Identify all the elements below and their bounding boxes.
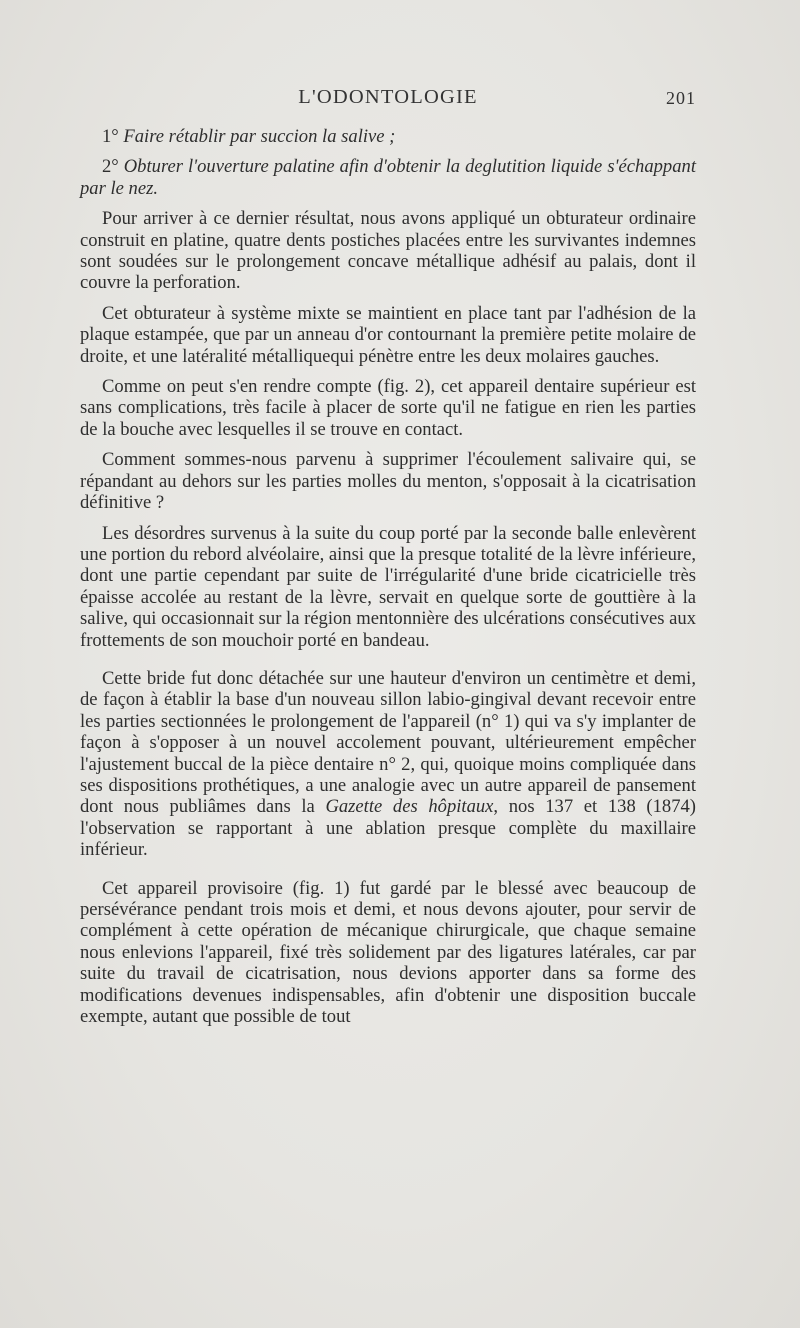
list-item-1-text: Faire rétablir par succion la salive ;: [123, 126, 396, 147]
journal-title: Gazette des hôpitaux: [325, 796, 494, 818]
page-number: 201: [666, 88, 696, 108]
paragraph-5: Les désordres survenus à la suite du coup porté par la seconde balle enlevèrent une portion du rebord alvéolaire, ainsi que la presque totalité de la lèvre inférieure, dont une partie cependant par suite de l'irrégularité d'une bride cicatricielle très épaisse accolée au restant de la lèvre, servait en quelque sorte de gouttière à la salive, qui occasionnait sur la région mentonnière des ulcérations consécutives aux frottements de son mouchoir porté en bandeau.: [80, 522, 696, 651]
list-item-2-text: Obturer l'ouverture palatine afin d'obtenir la deglutition liquide s'échappant par le nez.: [80, 156, 696, 199]
paragraph-6-text-a: Cette bride fut donc détachée sur une hauteur d'environ un centimètre et demi, de façon à établir la base d'un nouveau sillon labio-gingival devant recevoir entre les parties sectionnées le prolongement de l'appareil (n° 1) qui va s'y implanter de façon à s'opposer à un nouvel accolement pouvant, ultérieurement empêcher l'ajustement buccal de la pièce dentaire n° 2, qui, quoique moins compliquée dans ses dispositions prothétiques, a une analogie avec un autre appareil de pansement dont nous publiâmes dans la: [80, 667, 696, 818]
running-title: L'ODONTOLOGIE: [298, 86, 478, 108]
paragraph-3: Comme on peut s'en rendre compte (fig. 2), cet appareil dentaire supérieur est sans complications, très facile à placer de sorte qu'il ne fatigue en rien les parties de la bouche avec lesquelles il se trouve en contact.: [80, 376, 696, 440]
paragraph-2: Cet obturateur à système mixte se maintient en place tant par l'adhésion de la plaque estampée, que par un anneau d'or contournant la première petite molaire de droite, et une latéralité métalliquequi pénètre entre les deux molaires gauches.: [80, 302, 696, 367]
list-item-1-number: 1°: [102, 126, 119, 147]
paragraph-1: Pour arriver à ce dernier résultat, nous avons appliqué un obturateur ordinaire construit en platine, quatre dents postiches placées entre les survivantes indemnes sont soudées sur le prolongement concave métallique adhésif au palais, dont il couvre la perforation.: [80, 208, 696, 294]
paragraph-7: Cet appareil provisoire (fig. 1) fut gardé par le blessé avec beaucoup de persévérance pendant trois mois et demi, et nous devons ajouter, pour servir de complément à cette opération de mécanique chirurgicale, que chaque semaine nous enlevions l'appareil, fixé très solidement par des ligatures latérales, car par suite du travail de cicatrisation, nous devions apporter dans sa forme des modifications devenues indispensables, afin d'obtenir une disposition buccale exempte, autant que possible de tout: [80, 877, 696, 1028]
body-text: [80, 126, 696, 1027]
paragraph-6: [80, 668, 696, 861]
list-item-2: [80, 156, 696, 199]
page-header: [80, 86, 696, 114]
paragraph-4: Comment sommes-nous parvenu à supprimer l'écoulement salivaire qui, se répandant au dehors sur les parties molles du menton, s'opposait à la cicatrisation définitive ?: [80, 449, 696, 514]
list-item-2-number: 2°: [102, 156, 119, 178]
list-item-1: [80, 126, 696, 147]
paragraph-6-text-b: , nos 137 et 138 (1874) l'observation se rapportant à une ablation presque complète du maxillaire inférieur.: [80, 796, 696, 861]
